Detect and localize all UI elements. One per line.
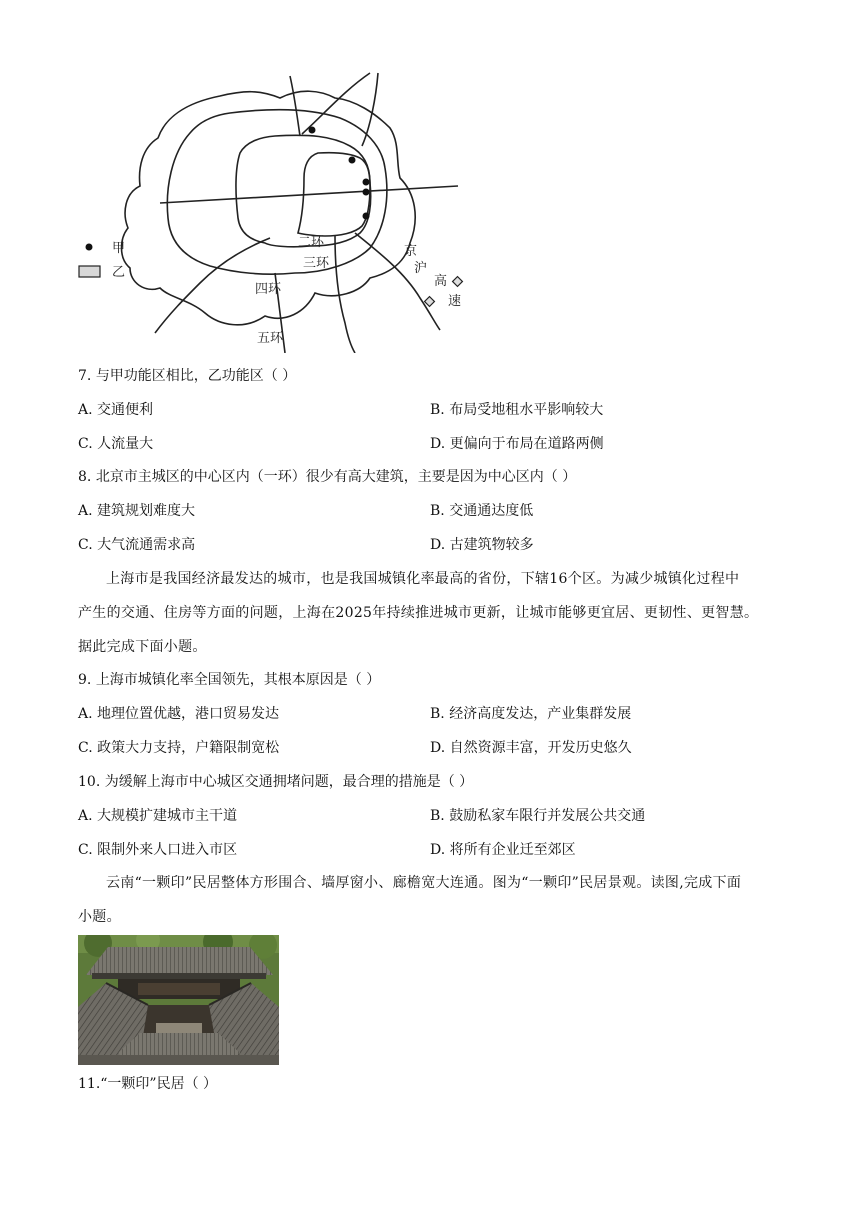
option-10d: D. 将所有企业迁至郊区: [430, 842, 576, 858]
question-11: [78, 1074, 217, 1094]
ring-label-5: 五环: [257, 331, 284, 346]
question-number: 11.: [78, 1076, 101, 1092]
north-road: [362, 73, 378, 146]
option-9a: A. 地理位置优越，港口贸易发达: [78, 706, 280, 722]
legend-dot-symbol: [86, 244, 93, 251]
question-text: 北京市主城区的中心区内（一环）很少有高大建筑，主要是因为中心区内（ ）: [95, 469, 577, 485]
legend-label-jia: 甲: [112, 241, 126, 256]
option-7b: B. 布局受地租水平影响较大: [430, 402, 604, 418]
question-text: “一颗印”民居（ ）: [100, 1076, 218, 1092]
passage-line: 小题。: [78, 909, 121, 925]
zone-jia-dot: [363, 179, 370, 186]
question-number: 10.: [78, 774, 101, 790]
option-10c: C. 限制外来人口进入市区: [78, 842, 238, 858]
question-10: [78, 772, 473, 792]
highway-label-char: 速: [448, 294, 462, 309]
passage-line: 产生的交通、住房等方面的问题，上海在2025年持续推进城市更新，让城市能够更宜居、更韧性、更智慧。: [78, 605, 759, 621]
beijing-ring-road-map: [70, 68, 470, 353]
option-9b: B. 经济高度发达，产业集群发展: [430, 706, 632, 722]
zone-jia-dot: [349, 157, 356, 164]
highway-label-char: 高: [434, 274, 448, 289]
ring-label-4: 四环: [255, 282, 282, 297]
option-9c: C. 政策大力支持，户籍限制宽松: [78, 740, 280, 756]
option-8d: D. 古建筑物较多: [430, 537, 534, 553]
passage-line: 云南“一颗印”民居整体方形围合、墙厚窗小、廊檐宽大连通。图为“一颗印”民居景观。读图,完成下面: [106, 875, 742, 891]
yikeyin-house-photo: [78, 935, 279, 1065]
ring-label-3: 三环: [303, 256, 330, 271]
legend-box-symbol: [79, 266, 100, 277]
option-8a: A. 建筑规划难度大: [78, 503, 196, 519]
highway-label-char: 沪: [414, 261, 428, 276]
legend-label-yi: 乙: [112, 265, 126, 280]
option-10b: B. 鼓励私家车限行并发展公共交通: [430, 808, 646, 824]
zone-jia-dot: [309, 127, 316, 134]
option-9d: D. 自然资源丰富，开发历史悠久: [430, 740, 632, 756]
question-text: 为缓解上海市中心城区交通拥堵问题，最合理的措施是（ ）: [104, 774, 474, 790]
zone-yi-diamond: [453, 277, 463, 287]
question-text: 上海市城镇化率全国领先，其根本原因是（ ）: [95, 672, 381, 688]
zone-jia-dot: [363, 213, 370, 220]
question-text: 与甲功能区相比，乙功能区（ ）: [95, 368, 297, 384]
northeast-road: [302, 73, 370, 134]
passage-yunnan: [78, 866, 790, 934]
option-8c: C. 大气流通需求高: [78, 537, 196, 553]
question-number: 8.: [78, 469, 92, 485]
option-7c: C. 人流量大: [78, 436, 154, 452]
question-number: 7.: [78, 368, 92, 384]
ring-label-2: 二环: [298, 235, 325, 250]
passage-line: 上海市是我国经济最发达的城市，也是我国城镇化率最高的省份，下辖16个区。为减少城镇化过程中: [106, 571, 740, 587]
zone-jia-dot: [363, 189, 370, 196]
passage-shanghai: [78, 562, 790, 664]
option-10a: A. 大规模扩建城市主干道: [78, 808, 238, 824]
question-9: [78, 670, 380, 690]
question-8: [78, 467, 576, 487]
zone-yi-diamond: [425, 297, 435, 307]
northwest-road: [290, 76, 300, 136]
question-number: 9.: [78, 672, 92, 688]
passage-line: 据此完成下面小题。: [78, 639, 207, 655]
highway-label-char: 京: [404, 244, 418, 259]
option-7d: D. 更偏向于布局在道路两侧: [430, 436, 604, 452]
question-7: [78, 366, 296, 386]
option-7a: A. 交通便利: [78, 402, 154, 418]
option-8b: B. 交通通达度低: [430, 503, 534, 519]
